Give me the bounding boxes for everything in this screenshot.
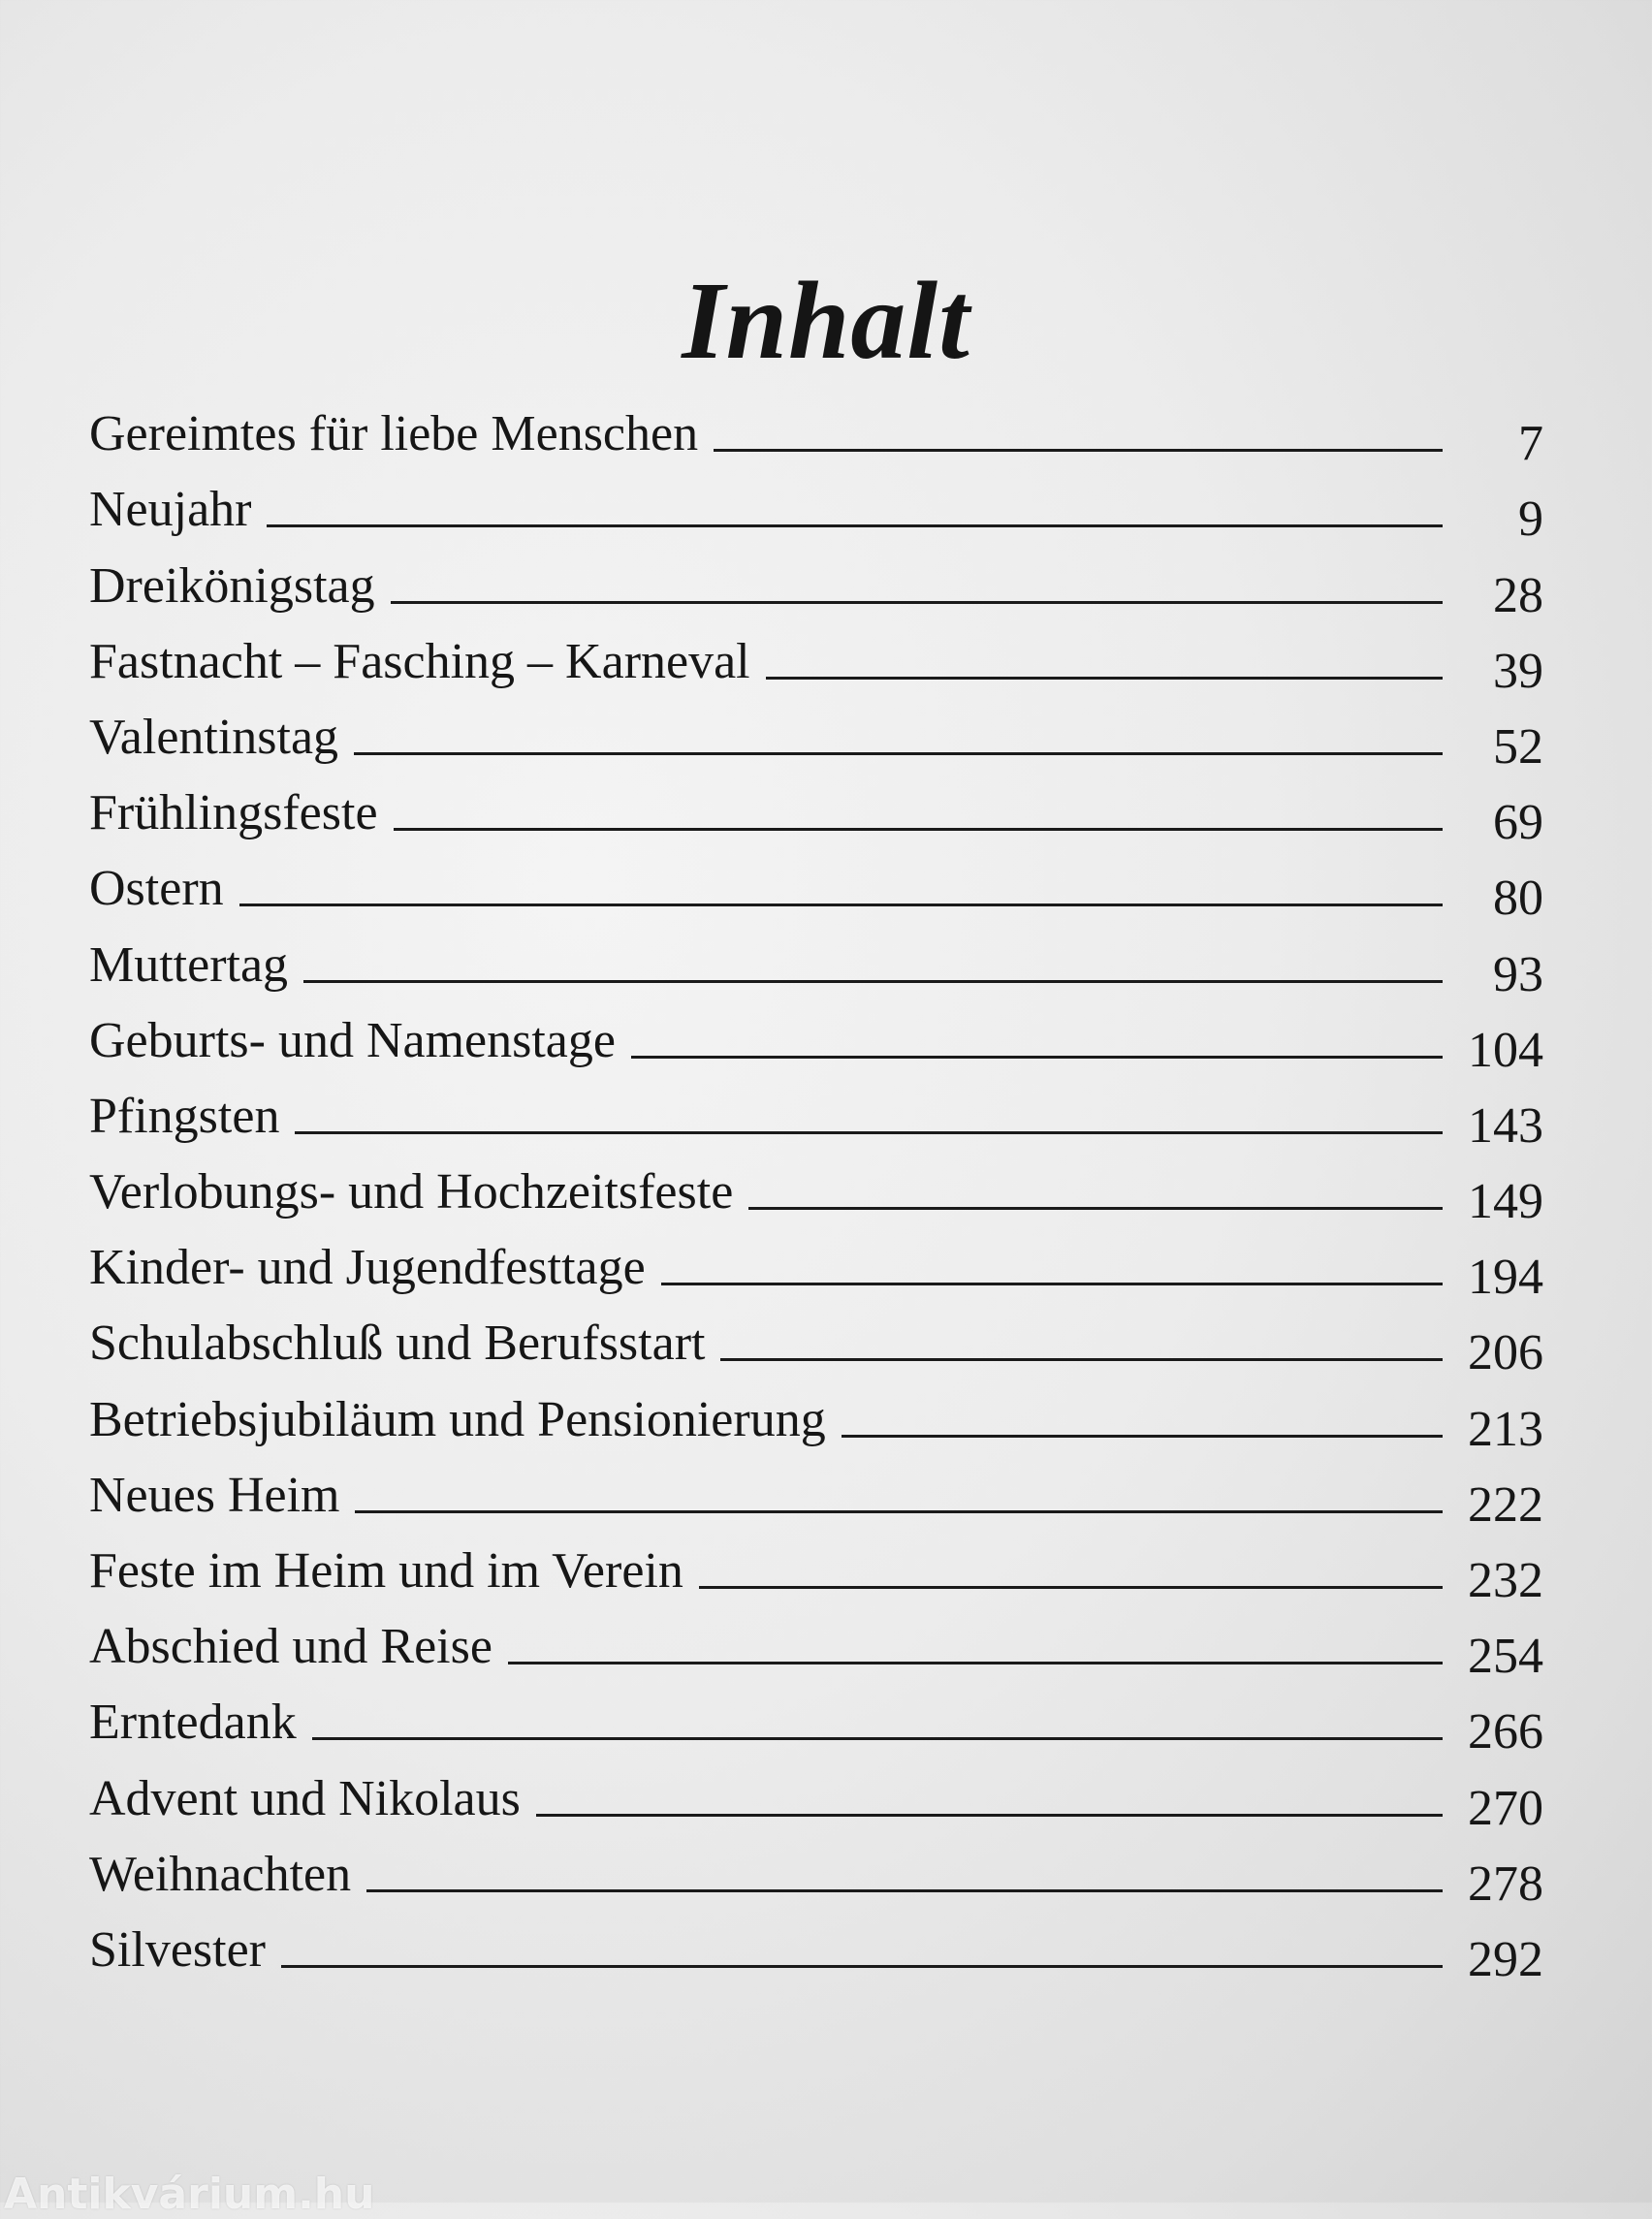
toc-entry (89, 1146, 1543, 1230)
toc-page-number: 39 (1493, 643, 1543, 699)
toc-page-number: 80 (1493, 871, 1543, 927)
page-title: Inhalt (682, 259, 970, 383)
toc-leader-line (766, 677, 1443, 680)
toc-entry-title: Betriebsjubiläum und Pensionierung (89, 1391, 826, 1447)
toc-entry-title: Kinder- und Jugendfesttage (89, 1240, 646, 1296)
toc-entry (89, 1676, 1543, 1760)
toc-entry (89, 1601, 1543, 1685)
toc-leader-line (720, 1358, 1443, 1361)
toc-entry (89, 691, 1543, 775)
toc-leader-line (303, 980, 1443, 983)
toc-page-number: 93 (1493, 946, 1543, 1002)
toc-leader-line (354, 752, 1443, 755)
toc-leader-line (661, 1283, 1443, 1285)
toc-page-number: 213 (1468, 1401, 1543, 1457)
toc-entry (89, 1904, 1543, 1987)
toc-leader-line (391, 601, 1443, 604)
toc-entry (89, 767, 1543, 851)
toc-page-number: 69 (1493, 795, 1543, 851)
toc-page-number: 232 (1468, 1553, 1543, 1608)
toc-leader-line (366, 1889, 1443, 1892)
toc-page-number: 270 (1468, 1780, 1543, 1836)
toc-leader-line (842, 1435, 1443, 1438)
toc-entry (89, 1525, 1543, 1608)
toc-entry-title: Feste im Heim und im Verein (89, 1543, 683, 1599)
toc-entry-title: Erntedank (89, 1695, 297, 1751)
toc-page-number: 278 (1468, 1855, 1543, 1912)
toc-page-number: 254 (1468, 1629, 1543, 1685)
toc-entry (89, 1373, 1543, 1457)
table-of-contents (89, 388, 1543, 1987)
toc-leader-line (239, 903, 1443, 906)
toc-entry (89, 1449, 1543, 1533)
toc-page-number: 206 (1468, 1325, 1543, 1381)
toc-entry-title: Weihnachten (89, 1846, 352, 1902)
toc-entry-title: Abschied und Reise (89, 1619, 492, 1675)
toc-entry-title: Advent und Nikolaus (89, 1770, 521, 1826)
toc-entry (89, 539, 1543, 623)
toc-entry-title: Muttertag (89, 936, 289, 993)
toc-leader-line (536, 1814, 1443, 1817)
toc-leader-line (508, 1662, 1443, 1664)
toc-leader-line (295, 1131, 1443, 1134)
toc-page-number: 7 (1518, 416, 1543, 472)
toc-entry (89, 1297, 1543, 1381)
toc-page-number: 222 (1468, 1476, 1543, 1533)
toc-entry-title: Silvester (89, 1921, 266, 1978)
toc-entry-title: Frühlingsfeste (89, 785, 378, 841)
toc-page-number: 9 (1518, 491, 1543, 548)
toc-entry (89, 1752, 1543, 1836)
toc-leader-line (631, 1056, 1443, 1059)
toc-page-number: 143 (1468, 1097, 1543, 1154)
toc-entry (89, 1828, 1543, 1912)
toc-entry-title: Ostern (89, 861, 224, 917)
toc-entry (89, 1070, 1543, 1154)
toc-entry (89, 1221, 1543, 1306)
toc-leader-line (281, 1965, 1443, 1968)
toc-page-number: 52 (1493, 718, 1543, 775)
toc-entry-title: Valentinstag (89, 709, 339, 765)
toc-leader-line (267, 524, 1443, 527)
toc-entry-title: Schulabschluß und Berufsstart (89, 1316, 706, 1372)
toc-page-number: 292 (1468, 1931, 1543, 1987)
toc-entry-title: Neues Heim (89, 1467, 340, 1523)
toc-leader-line (312, 1737, 1443, 1740)
toc-entry-title: Geburts- und Namenstage (89, 1012, 616, 1068)
toc-page-number: 149 (1468, 1174, 1543, 1230)
toc-leader-line (748, 1207, 1443, 1210)
toc-page-number: 28 (1493, 567, 1543, 623)
toc-leader-line (714, 449, 1443, 452)
watermark: Antikvárium.hu (4, 2170, 375, 2219)
toc-entry-title: Gereimtes für liebe Menschen (89, 406, 699, 462)
toc-entry-title: Dreikönigstag (89, 557, 375, 614)
toc-entry (89, 616, 1543, 699)
toc-entry (89, 918, 1543, 1002)
toc-page-number: 194 (1468, 1250, 1543, 1306)
toc-page-number: 104 (1468, 1022, 1543, 1078)
toc-entry (89, 463, 1543, 548)
toc-leader-line (699, 1586, 1443, 1589)
toc-entry (89, 995, 1543, 1078)
toc-page-number: 266 (1468, 1704, 1543, 1760)
toc-entry (89, 842, 1543, 927)
toc-entry-title: Fastnacht – Fasching – Karneval (89, 633, 750, 689)
toc-entry-title: Neujahr (89, 482, 252, 538)
toc-entry-title: Pfingsten (89, 1088, 280, 1144)
toc-leader-line (394, 828, 1443, 831)
toc-entry (89, 388, 1543, 472)
toc-entry-title: Verlobungs- und Hochzeitsfeste (89, 1164, 734, 1220)
toc-leader-line (355, 1510, 1443, 1513)
